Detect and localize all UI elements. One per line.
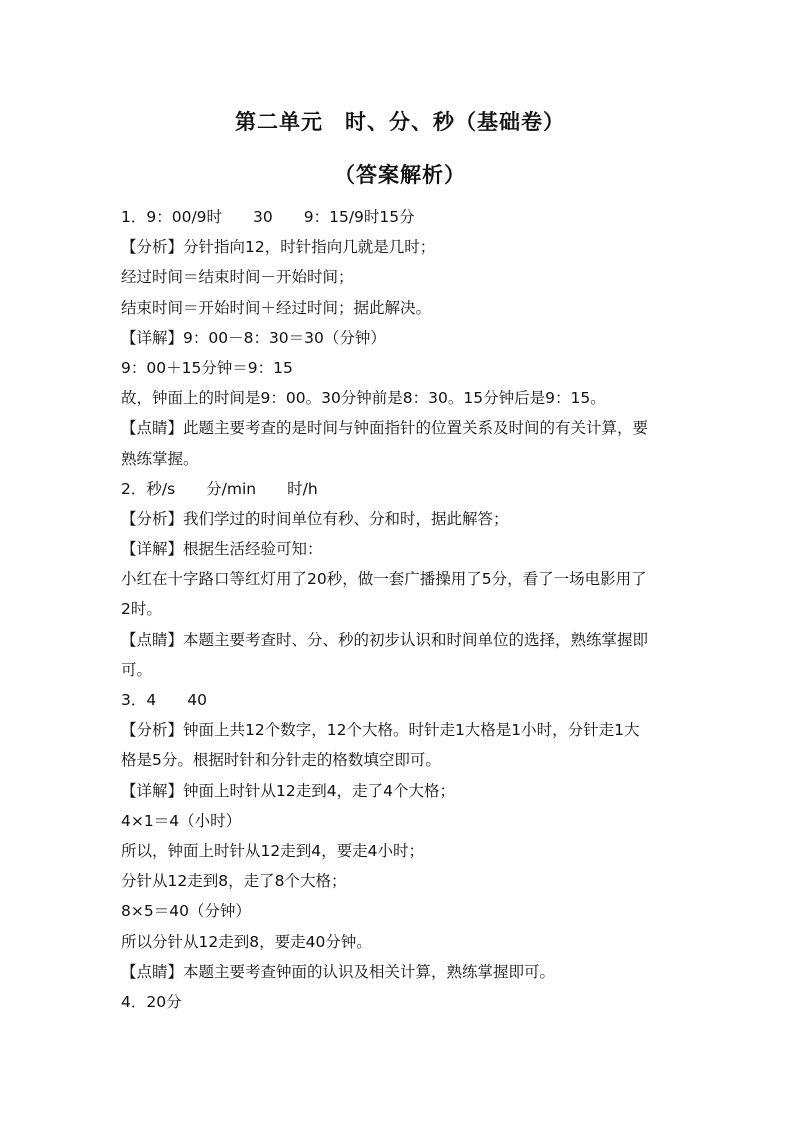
answer-line: 8×5＝40（分钟） [121, 902, 251, 921]
answer-line: 1．9：00/9时 30 9：15/9时15分 [121, 208, 415, 226]
answer-line: 【详解】钟面上时针从12走到4，走了4个大格； [121, 781, 455, 800]
answer-line: 【详解】根据生活经验可知： [121, 540, 323, 559]
answer-line: 【点睛】本题主要考查钟面的认识及相关计算，熟练掌握即可。 [121, 962, 556, 981]
document-title: 第二单元 时、分、秒（基础卷） [235, 110, 565, 134]
answer-line: 【分析】分针指向12，时针指向几就是几时； [121, 238, 436, 257]
answer-line: 2．秒/s 分/min 时/h [121, 479, 318, 498]
answer-line: 故，钟面上的时间是9：00。30分钟前是8：30。15分钟后是9：15。 [121, 389, 606, 408]
answer-line: 所以分针从12走到8，要走40分钟。 [121, 932, 372, 951]
answer-line: 9：00＋15分钟＝9：15 [121, 358, 293, 377]
answer-line: 小红在十字路口等红灯用了20秒，做一套广播操用了5分，看了一场电影用了 [121, 570, 647, 589]
answer-line: 3．4 40 [121, 691, 207, 709]
answer-line: 【分析】我们学过的时间单位有秒、分和时，据此解答； [121, 509, 509, 528]
answer-line: 分针从12走到8，走了8个大格； [121, 872, 347, 891]
answer-line: 【分析】钟面上共12个数字，12个大格。时针走1大格是1小时，分针走1大 [121, 721, 640, 740]
answer-line: 4．20分 [121, 992, 182, 1011]
answer-line: 结束时间＝开始时间＋经过时间；据此解决。 [121, 298, 432, 317]
answer-line: 经过时间＝结束时间－开始时间； [121, 268, 354, 287]
answer-line: 2时。 [121, 600, 162, 619]
answer-line: 可。 [121, 660, 153, 679]
answer-line: 熟练掌握。 [121, 449, 199, 468]
answer-line: 【点睛】本题主要考查时、分、秒的初步认识和时间单位的选择，熟练掌握即 [121, 630, 649, 649]
answer-line: 【详解】9：00－8：30＝30（分钟） [121, 328, 386, 347]
answer-line: 所以，钟面上时针从12走到4，要走4小时； [121, 841, 424, 860]
document-subtitle: （答案解析） [334, 163, 466, 187]
answer-line: 【点睛】此题主要考查的是时间与钟面指针的位置关系及时间的有关计算，要 [121, 419, 649, 438]
answer-line: 格是5分。根据时针和分针走的格数填空即可。 [121, 751, 441, 770]
answer-line: 4×1＝4（小时） [121, 811, 242, 830]
answer-body [121, 202, 681, 1017]
